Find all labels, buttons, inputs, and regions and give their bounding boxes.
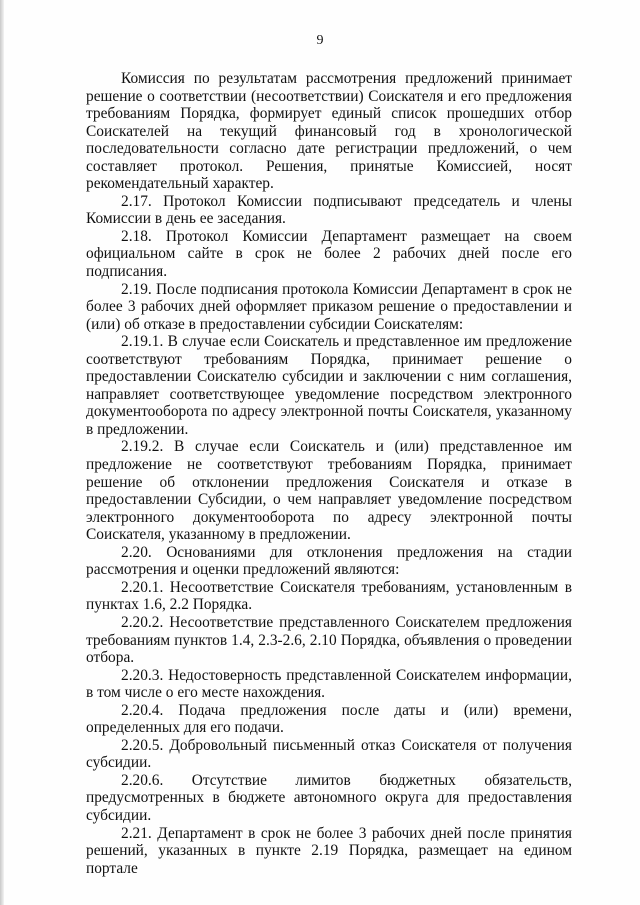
paragraph-2-21: 2.21. Департамент в срок не более 3 рабочих дней после принятия решений, указанных в пункте 2.19 Порядка, размещает на едином портале	[86, 824, 572, 877]
paragraph-2-17: 2.17. Протокол Комиссии подписывают председатель и члены Комиссии в день ее заседания.	[86, 192, 572, 228]
paragraph-2-20: 2.20. Основаниями для отклонения предложения на стадии рассмотрения и оценки предложений являются:	[86, 543, 572, 579]
paragraph-2-20-5: 2.20.5. Добровольный письменный отказ Соискателя от получения субсидии.	[86, 736, 572, 772]
paragraph-2-19-1: 2.19.1. В случае если Соискатель и представленное им предложение соответствуют требованиям Порядка, принимает решение о предоставлении Соискателю субсидии и заключении с ним соглашения, направляет соответствующее уведомление посредством электронного документооборота по адресу электронной почты Соискателя, указанному в предложении.	[86, 333, 572, 438]
document-body	[86, 70, 572, 877]
scan-edge-shadow	[0, 0, 4, 905]
paragraph-2-20-6: 2.20.6. Отсутствие лимитов бюджетных обязательств, предусмотренных в бюджете автономного округа для предоставления субсидии.	[86, 771, 572, 824]
paragraph-2-20-2: 2.20.2. Несоответствие представленного Соискателем предложения требованиям пунктов 1.4, 2.3-2.6, 2.10 Порядка, объявления о проведении отбора.	[86, 613, 572, 667]
paragraph-2-20-4: 2.20.4. Подача предложения после даты и (или) времени, определенных для его подачи.	[86, 701, 572, 737]
paragraph-commission-decision: Комиссия по результатам рассмотрения предложений принимает решение о соответствии (несоответствии) Соискателя и его предложения требованиям Порядка, формирует единый список прошедших отбор Соискателей на текущий финансовый год в хронологической последовательности согласно дате регистрации предложений, о чем составляет протокол. Решения, принятые Комиссией, носят рекомендательный характер.	[86, 70, 572, 193]
paragraph-2-20-1: 2.20.1. Несоответствие Соискателя требованиям, установленным в пунктах 1.6, 2.2 Порядка.	[86, 578, 572, 614]
paragraph-2-19: 2.19. После подписания протокола Комиссии Департамент в срок не более 3 рабочих дней оформляет приказом решение о предоставлении и (или) об отказе в предоставлении субсидии Соискателям:	[86, 280, 572, 333]
paragraph-2-19-2: 2.19.2. В случае если Соискатель и (или) представленное им предложение не соответствуют требованиям Порядка, принимает решение об отклонении предложения Соискателя и отказе в предоставлении Субсидии, о чем направляет уведомление посредством электронного документооборота по адресу электронной почты Соискателя, указанному в предложении.	[86, 438, 572, 544]
paragraph-2-18: 2.18. Протокол Комиссии Департамент размещает на своем официальном сайте в срок не более 2 рабочих дней после его подписания.	[86, 227, 572, 281]
page-number: 9	[316, 33, 324, 48]
paragraph-2-20-3: 2.20.3. Недостоверность представленной Соискателем информации, в том числе о его месте нахождения.	[86, 666, 572, 702]
